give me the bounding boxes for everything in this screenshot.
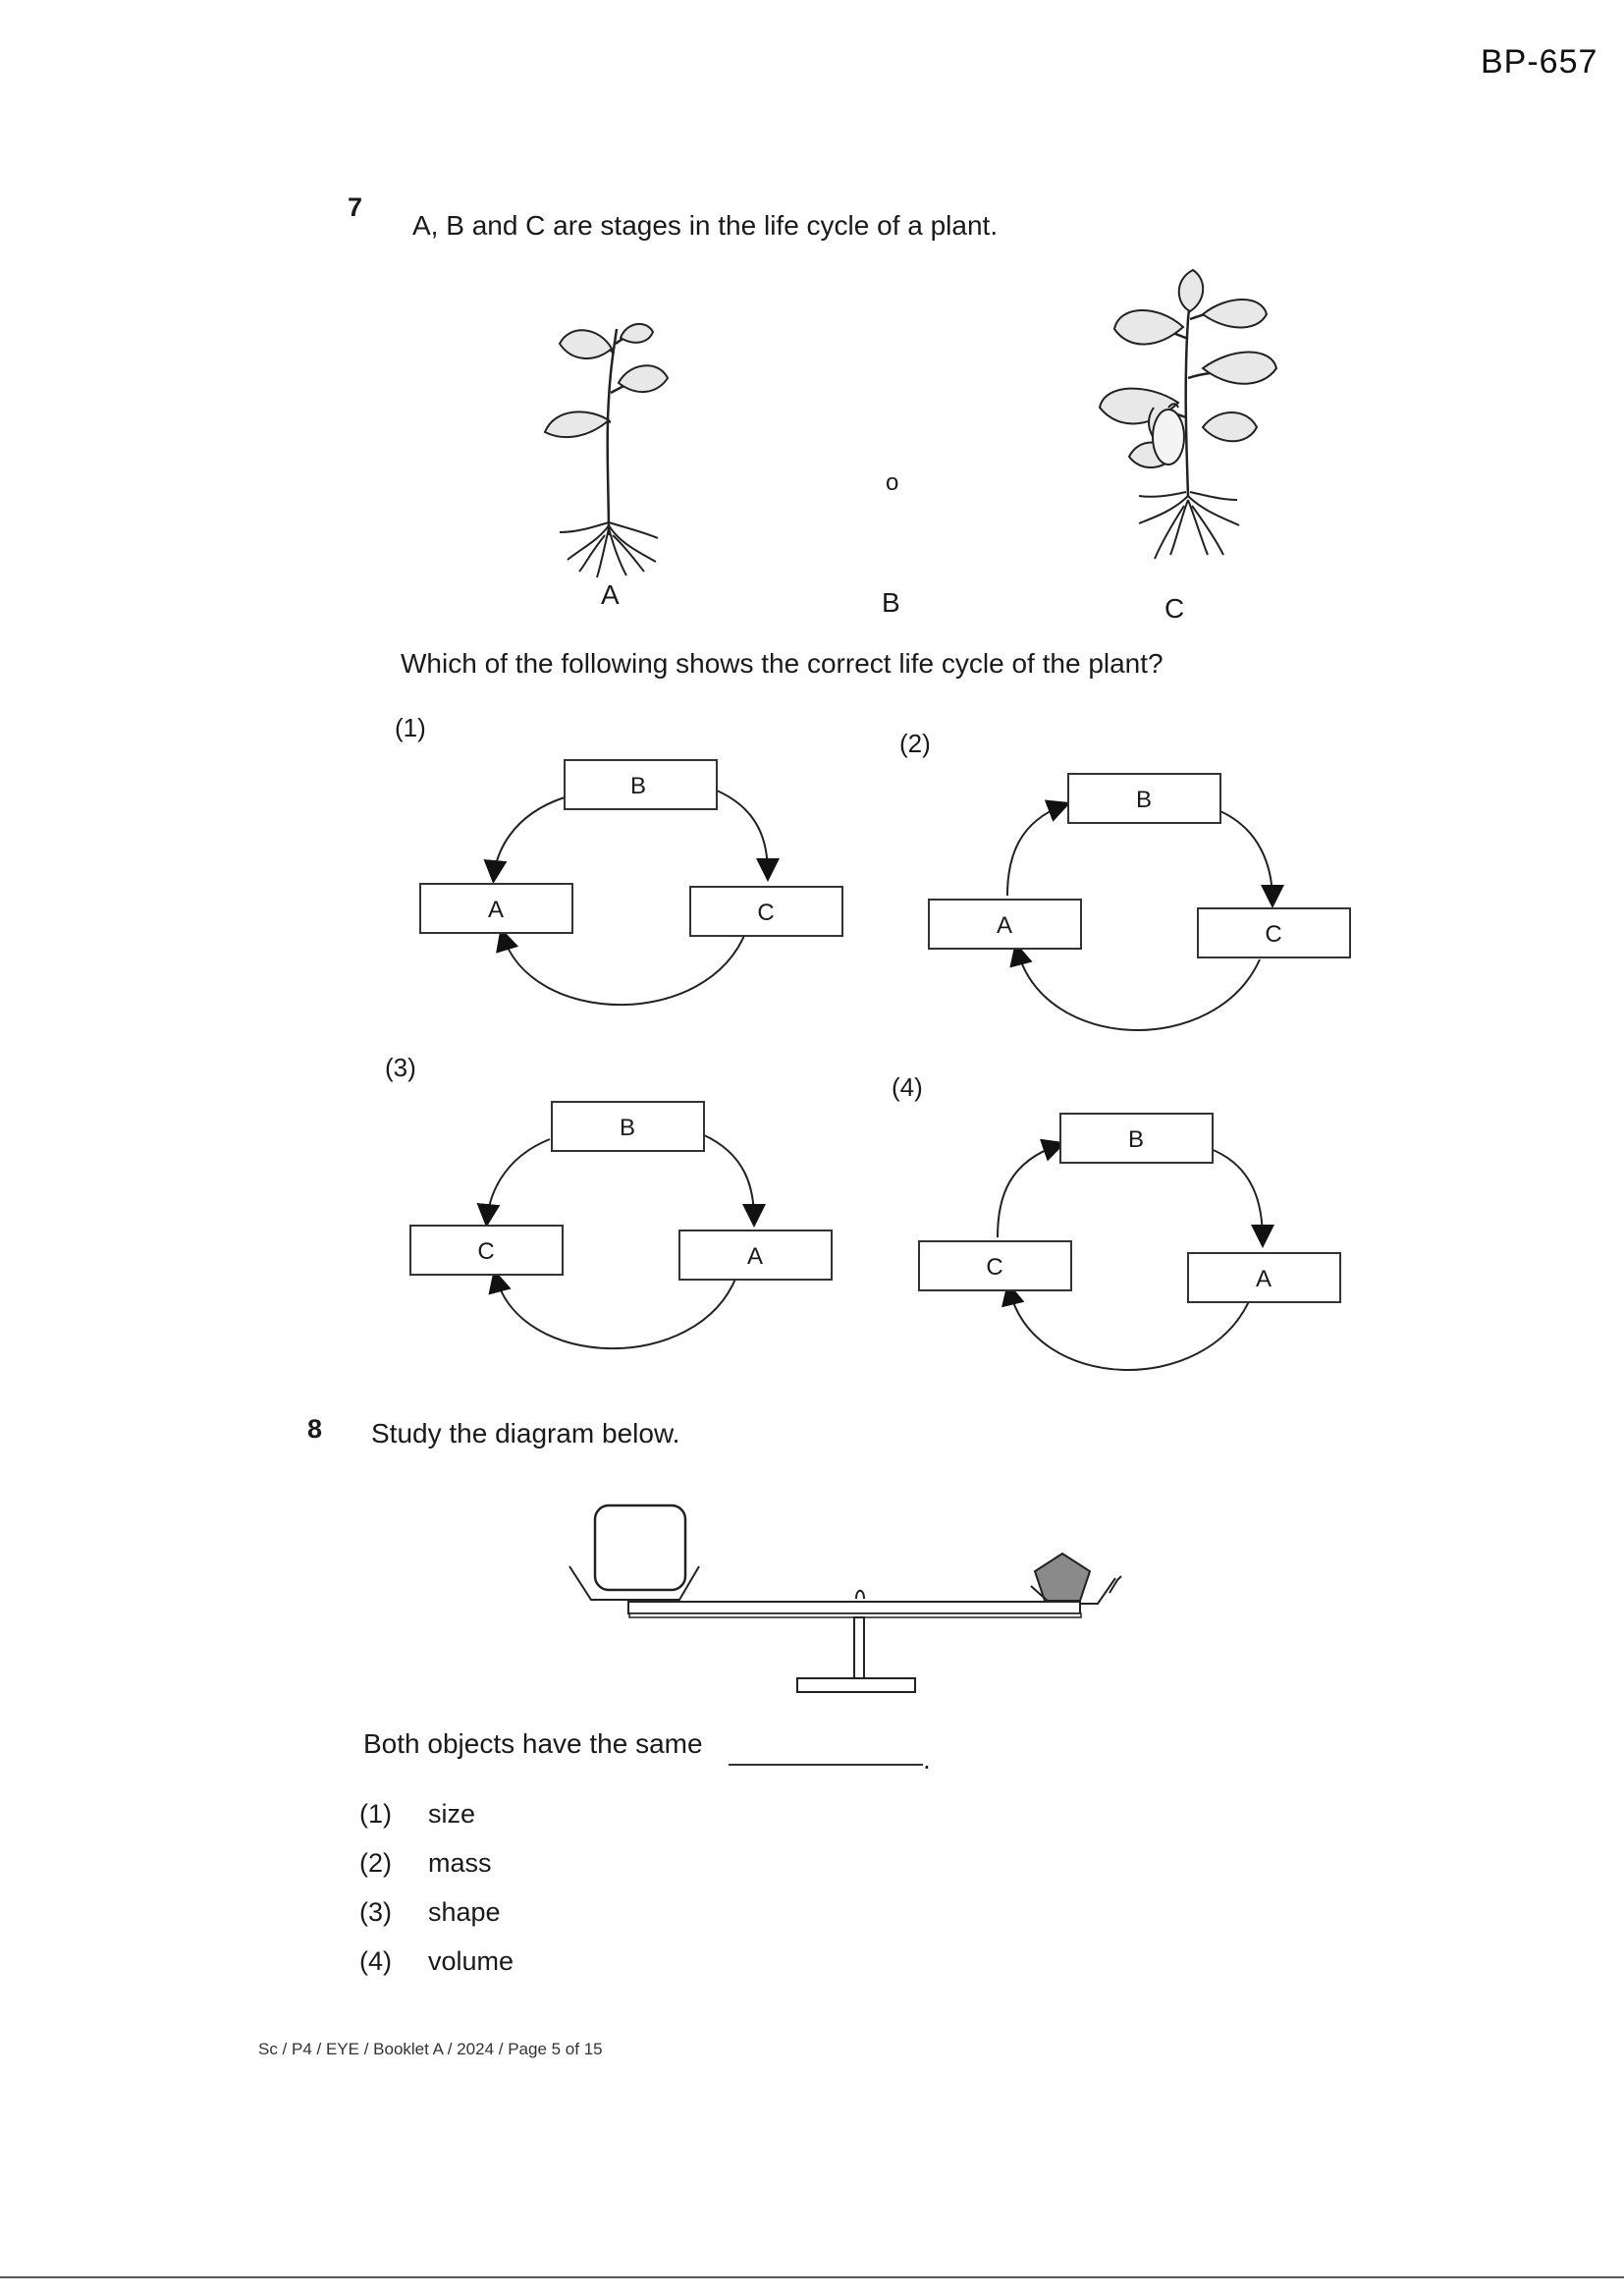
q8-option-3-text: shape (428, 1897, 501, 1927)
q8-option-1-text: size (428, 1799, 476, 1829)
option-1-cycle-diagram[interactable] (412, 746, 864, 1021)
option-1-top-label: B (629, 773, 647, 799)
balance-beam (628, 1602, 1080, 1613)
question-8-text: Study the diagram below. (371, 1418, 680, 1449)
option-1-right-label: C (757, 900, 775, 926)
page-footer: Sc / P4 / EYE / Booklet A / 2024 / Page 5 of 15 (258, 2040, 603, 2058)
page-code: BP-657 (1481, 43, 1598, 81)
plant-c-illustration (1070, 260, 1316, 584)
option-2-cycle-diagram[interactable] (921, 768, 1373, 1043)
q8-option-2[interactable] (359, 1848, 492, 1879)
option-2-left-label: A (996, 912, 1013, 939)
scan-edge-line (0, 2276, 1624, 2278)
balance-base (797, 1678, 915, 1692)
option-3-cycle-diagram[interactable] (403, 1090, 854, 1365)
option-3-top-label: B (619, 1115, 636, 1141)
q8-option-1-number: (1) (359, 1799, 392, 1829)
q8-option-2-number: (2) (359, 1848, 392, 1878)
q8-option-3-number: (3) (359, 1897, 392, 1927)
question-8-number: 8 (307, 1414, 323, 1444)
option-2-right-label: C (1265, 921, 1282, 948)
q8-option-4-number: (4) (359, 1946, 392, 1976)
option-4-top-label: B (1127, 1126, 1145, 1153)
square-object (595, 1505, 685, 1590)
stage-a-label: A (601, 579, 620, 610)
q8-option-4-text: volume (428, 1946, 514, 1976)
option-4-number[interactable]: (4) (892, 1072, 923, 1102)
option-3-number[interactable]: (3) (385, 1053, 416, 1082)
option-1-left-label: A (487, 897, 505, 923)
stage-c-label: C (1164, 593, 1185, 624)
question-8-sentence: Both objects have the same (363, 1728, 703, 1759)
pentagon-object (1035, 1554, 1090, 1601)
option-3-left-label: C (477, 1238, 495, 1265)
balance-stand (854, 1617, 864, 1678)
option-1-number[interactable]: (1) (395, 713, 426, 742)
question-7-number: 7 (348, 192, 363, 222)
balance-diagram (569, 1498, 1159, 1714)
question-7-text: A, B and C are stages in the life cycle of a plant. (412, 210, 999, 241)
q8-option-4[interactable] (359, 1946, 514, 1977)
option-4-left-label: C (986, 1254, 1003, 1281)
blank-period: . (923, 1744, 931, 1775)
option-3-right-label: A (746, 1243, 764, 1270)
option-4-cycle-diagram[interactable] (911, 1108, 1363, 1383)
stage-b-label: B (882, 587, 900, 618)
q8-option-1[interactable] (359, 1799, 475, 1830)
answer-blank (729, 1764, 923, 1766)
option-4-right-label: A (1255, 1266, 1272, 1292)
q8-option-2-text: mass (428, 1848, 492, 1878)
question-7-prompt: Which of the following shows the correct life cycle of the plant? (401, 648, 1164, 679)
option-2-number[interactable]: (2) (899, 729, 931, 758)
q8-option-3[interactable] (359, 1897, 501, 1928)
seed-b-illustration: o (886, 469, 899, 496)
option-2-top-label: B (1135, 787, 1153, 813)
plant-a-illustration (511, 314, 727, 579)
